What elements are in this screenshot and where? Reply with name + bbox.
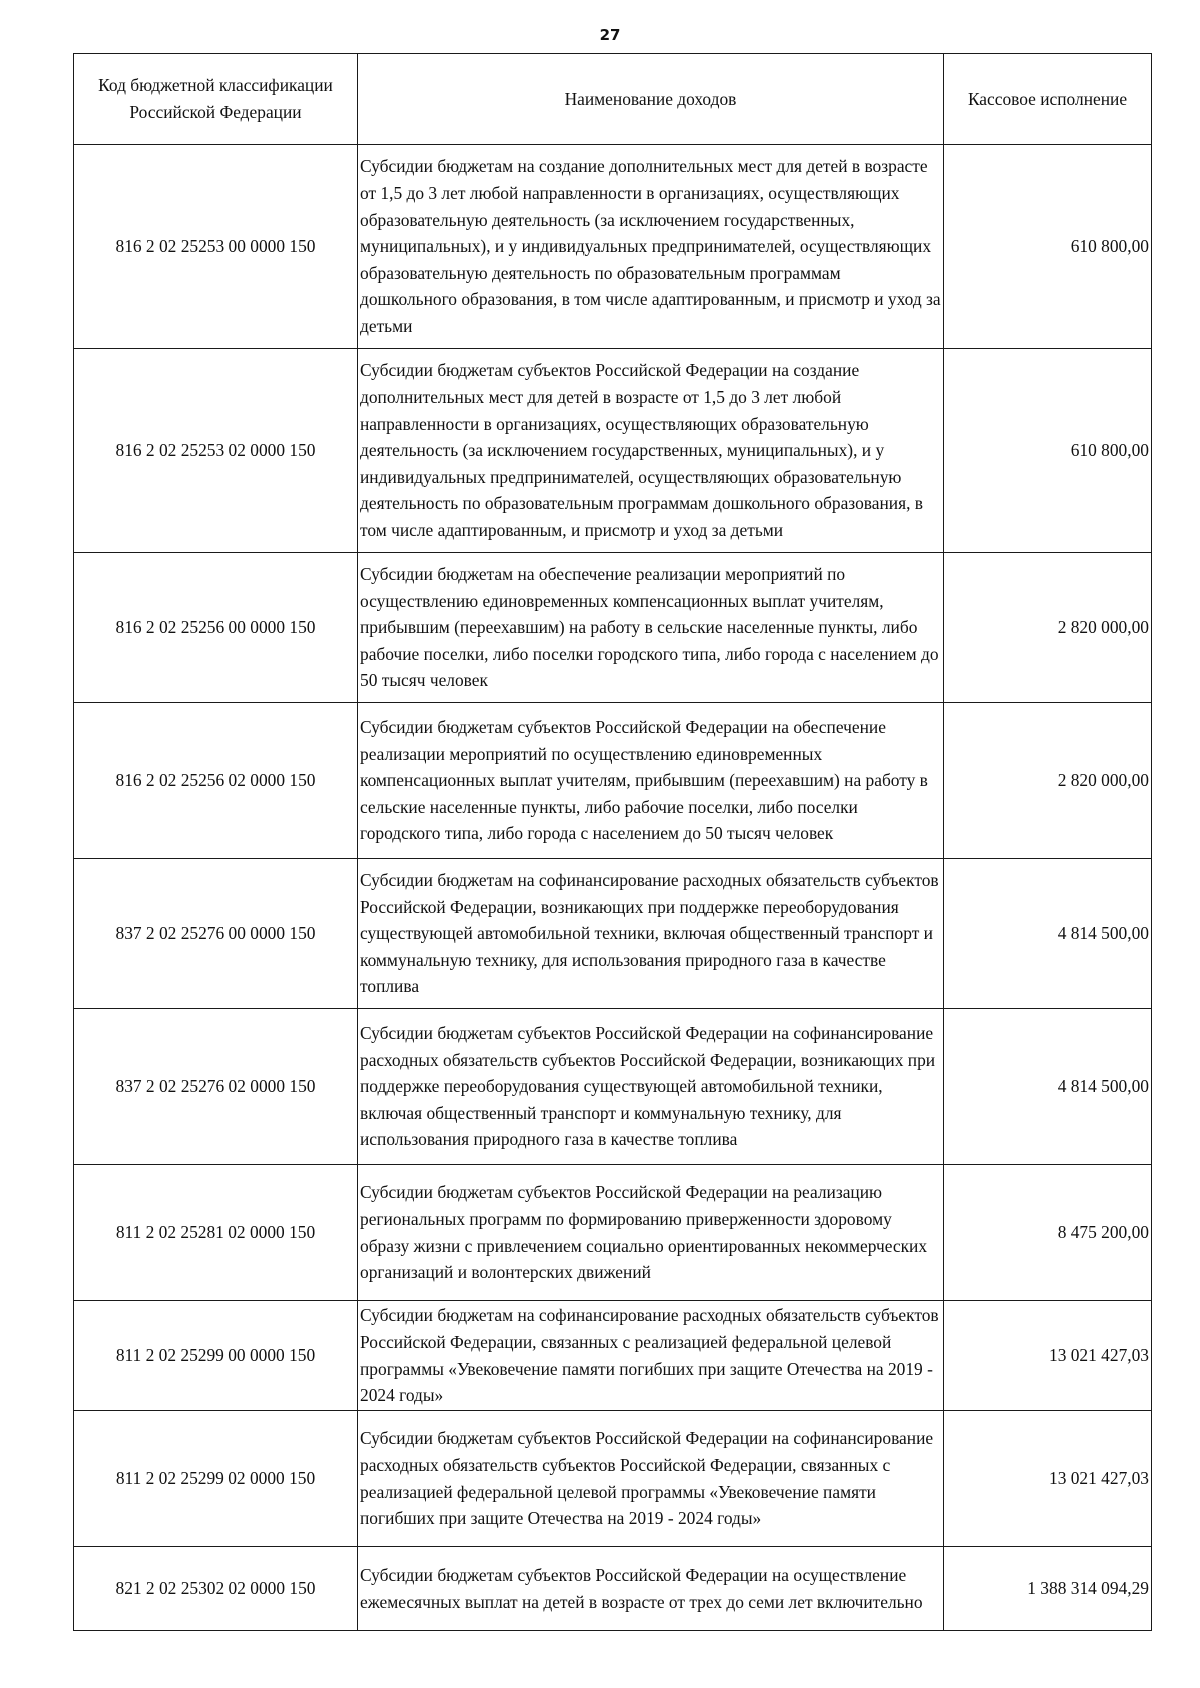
table-row (74, 1411, 1152, 1547)
revenue-name-cell: Субсидии бюджетам на создание дополнительных мест для детей в возрасте от 1,5 до 3 лет любой направленности в организациях, осуществляющих образовательную деятельность (за исключением государственных, муниципальных), и у индивидуальных предпринимателей, осуществляющих образовательную деятельность по образовательным программам дошкольного образования, в том числе адаптированным, и присмотр и уход за детьми (358, 145, 944, 349)
budget-code-cell: 816 2 02 25253 00 0000 150 (74, 145, 358, 349)
revenue-name-cell: Субсидии бюджетам на обеспечение реализации мероприятий по осуществлению единовременных компенсационных выплат учителям, прибывшим (переехавшим) на работу в сельские населенные пункты, либо рабочие поселки, либо поселки городского типа, либо города с населением до 50 тысяч человек (358, 553, 944, 703)
budget-code-cell: 816 2 02 25256 02 0000 150 (74, 703, 358, 859)
budget-code-cell: 816 2 02 25253 02 0000 150 (74, 349, 358, 553)
table-row (74, 1165, 1152, 1301)
budget-code-cell: 816 2 02 25256 00 0000 150 (74, 553, 358, 703)
amount-cell: 13 021 427,03 (944, 1301, 1152, 1411)
budget-code-cell: 837 2 02 25276 02 0000 150 (74, 1009, 358, 1165)
budget-code-cell: 837 2 02 25276 00 0000 150 (74, 859, 358, 1009)
amount-cell: 13 021 427,03 (944, 1411, 1152, 1547)
budget-code-cell: 811 2 02 25299 02 0000 150 (74, 1411, 358, 1547)
amount-cell: 8 475 200,00 (944, 1165, 1152, 1301)
table-header-row (74, 54, 1152, 145)
budget-code-cell: 821 2 02 25302 02 0000 150 (74, 1547, 358, 1631)
revenue-name-cell: Субсидии бюджетам на софинансирование расходных обязательств субъектов Российской Федерации, возникающих при поддержке переоборудования существующей автомобильной техники, включая общественный транспорт и коммунальную технику, для использования природного газа в качестве топлива (358, 859, 944, 1009)
amount-cell: 610 800,00 (944, 145, 1152, 349)
table-row (74, 703, 1152, 859)
budget-code-cell: 811 2 02 25281 02 0000 150 (74, 1165, 358, 1301)
header-name: Наименование доходов (358, 54, 944, 145)
table-row (74, 553, 1152, 703)
amount-cell: 610 800,00 (944, 349, 1152, 553)
amount-cell: 4 814 500,00 (944, 859, 1152, 1009)
table-row (74, 1009, 1152, 1165)
table-row (74, 1301, 1152, 1411)
revenue-name-cell: Субсидии бюджетам субъектов Российской Федерации на осуществление ежемесячных выплат на детей в возрасте от трех до семи лет включительно (358, 1547, 944, 1631)
amount-cell: 1 388 314 094,29 (944, 1547, 1152, 1631)
revenue-name-cell: Субсидии бюджетам субъектов Российской Федерации на реализацию региональных программ по формированию приверженности здоровому образу жизни с привлечением социально ориентированных некоммерческих организаций и волонтерских движений (358, 1165, 944, 1301)
revenue-name-cell: Субсидии бюджетам субъектов Российской Федерации на софинансирование расходных обязательств субъектов Российской Федерации, возникающих при поддержке переоборудования существующей автомобильной техники, включая общественный транспорт и коммунальную технику, для использования природного газа в качестве топлива (358, 1009, 944, 1165)
revenue-name-cell: Субсидии бюджетам субъектов Российской Федерации на обеспечение реализации мероприятий по осуществлению единовременных компенсационных выплат учителям, прибывшим (переехавшим) на работу в сельские населенные пункты, либо рабочие поселки, либо поселки городского типа, либо города с населением до 50 тысяч человек (358, 703, 944, 859)
table-row (74, 859, 1152, 1009)
table-row (74, 145, 1152, 349)
revenue-name-cell: Субсидии бюджетам субъектов Российской Федерации на создание дополнительных мест для детей в возрасте от 1,5 до 3 лет любой направленности в организациях, осуществляющих образовательную деятельность (за исключением государственных, муниципальных), и у индивидуальных предпринимателей, осуществляющих образовательную деятельность по образовательным программам дошкольного образования, в том числе адаптированным, и присмотр и уход за детьми (358, 349, 944, 553)
page-number: 27 (599, 26, 621, 44)
amount-cell: 4 814 500,00 (944, 1009, 1152, 1165)
revenue-name-cell: Субсидии бюджетам на софинансирование расходных обязательств субъектов Российской Федерации, связанных с реализацией федеральной целевой программы «Увековечение памяти погибших при защите Отечества на 2019 - 2024 годы» (358, 1301, 944, 1411)
budget-code-cell: 811 2 02 25299 00 0000 150 (74, 1301, 358, 1411)
amount-cell: 2 820 000,00 (944, 703, 1152, 859)
amount-cell: 2 820 000,00 (944, 553, 1152, 703)
revenue-name-cell: Субсидии бюджетам субъектов Российской Федерации на софинансирование расходных обязательств субъектов Российской Федерации, связанных с реализацией федеральной целевой программы «Увековечение памяти погибших при защите Отечества на 2019 - 2024 годы» (358, 1411, 944, 1547)
revenue-table (73, 53, 1152, 1631)
header-code: Код бюджетной классификации Российской Федерации (74, 54, 358, 145)
table-row (74, 349, 1152, 553)
table-row (74, 1547, 1152, 1631)
header-amount: Кассовое исполнение (944, 54, 1152, 145)
